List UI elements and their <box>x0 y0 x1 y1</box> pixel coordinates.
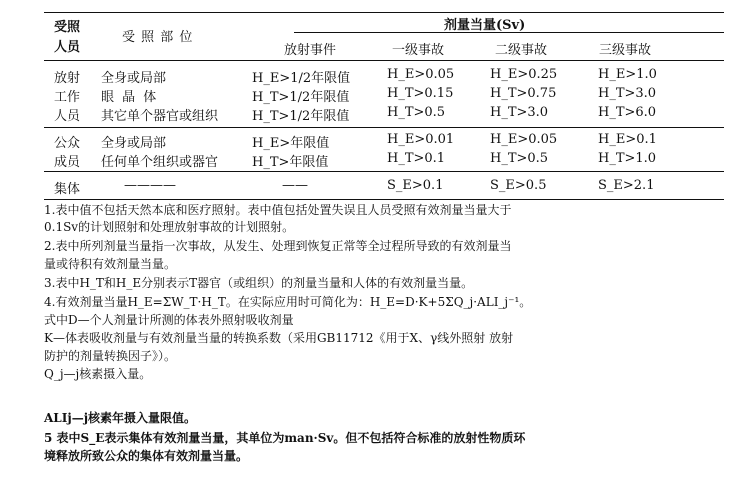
group-label-collective: 集体 <box>54 182 81 197</box>
note-line: 2.表中所列剂量当量指一次事故，从发生、处理到恢复正常等全过程所导致的有效剂量当 <box>44 239 512 253</box>
cell-value: H_E>年限值 <box>252 136 330 151</box>
group-label-workers-2: 工作 <box>54 90 81 105</box>
cell-value: H_E>0.01 <box>387 132 455 147</box>
note-line: 境释放所致公众的集体有效剂量当量。 <box>44 449 249 463</box>
cell-value: H_T>6.0 <box>598 105 657 120</box>
row-part: ———— <box>124 178 176 193</box>
cell-value: S_E>0.1 <box>387 178 444 193</box>
note-line: 式中D—个人剂量计所测的体表外照射吸收剂量 <box>44 313 294 327</box>
cell-value: S_E>0.5 <box>490 178 547 193</box>
row-part: 眼 晶 体 <box>101 90 159 105</box>
header-col-radiation-event: 放射事件 <box>284 43 337 58</box>
cell-value: H_T>1.0 <box>598 151 657 166</box>
cell-value: H_T>0.75 <box>490 86 557 101</box>
note-line: 1.表中值不包括天然本底和医疗照射。表中值包括处置失误且人员受照有效剂量当量大于 <box>44 203 512 217</box>
cell-value: H_T>3.0 <box>598 86 657 101</box>
group-label-public-2: 成员 <box>54 155 81 170</box>
table-top-rule <box>44 12 724 13</box>
row-part: 其它单个器官或组织 <box>101 109 219 124</box>
header-bottom-rule <box>44 60 724 61</box>
row-part: 任何单个组织或器官 <box>101 155 219 170</box>
cell-value: H_E>1/2年限值 <box>252 71 351 86</box>
cell-value: H_E>0.25 <box>490 67 558 82</box>
cell-value: S_E>2.1 <box>598 178 655 193</box>
cell-value: H_E>1.0 <box>598 67 657 82</box>
cell-value: —— <box>282 178 308 193</box>
header-part: 受 照 部 位 <box>122 30 194 45</box>
note-line: K—体表吸收剂量与有效剂量当量的转换系数（采用GB11712《用于X、γ线外照射 放射 <box>44 331 514 345</box>
cell-value: H_T>3.0 <box>490 105 549 120</box>
header-dose-title: 剂量当量(Sv) <box>444 18 526 33</box>
note-line: 量或待积有效剂量当量。 <box>44 257 177 271</box>
note-line: 5 表中S_E表示集体有效剂量当量，其单位为man·Sv。但不包括符合标准的放射性物质环 <box>44 431 526 445</box>
note-line: 4.有效剂量当量H_E=ΣW_T·H_T。在实际应用时可简化为：H_E=D·K+5ΣQ_j·ALI_j⁻¹。 <box>44 295 532 309</box>
header-group-line2: 人员 <box>54 40 81 55</box>
group-label-public-1: 公众 <box>54 136 81 151</box>
cell-value: H_T>0.15 <box>387 86 454 101</box>
row-part: 全身或局部 <box>101 136 167 151</box>
note-line: ALIj—j核素年摄入量限值。 <box>44 411 197 425</box>
cell-value: H_T>0.1 <box>387 151 446 166</box>
note-line: 0.1Sv的计划照射和处理放射事故的计划照射。 <box>44 220 295 234</box>
header-col-level1: 一级事故 <box>392 43 445 58</box>
cell-value: H_T>年限值 <box>252 155 329 170</box>
header-group-line1: 受照 <box>54 20 81 35</box>
cell-value: H_T>1/2年限值 <box>252 90 350 105</box>
group-label-workers-3: 人员 <box>54 109 81 124</box>
note-line: 防护的剂量转换因子》）。 <box>44 349 177 363</box>
cell-value: H_E>0.1 <box>598 132 657 147</box>
header-col-level2: 二级事故 <box>495 43 548 58</box>
group-divider-1 <box>44 127 724 128</box>
cell-value: H_T>1/2年限值 <box>252 109 350 124</box>
header-col-level3: 三级事故 <box>599 43 652 58</box>
cell-value: H_E>0.05 <box>387 67 455 82</box>
cell-value: H_T>0.5 <box>490 151 549 166</box>
note-line: 3.表中H_T和H_E分别表示T器官（或组织）的剂量当量和人体的有效剂量当量。 <box>44 276 474 290</box>
cell-value: H_E>0.05 <box>490 132 558 147</box>
note-line: Q_j—j核素摄入量。 <box>44 367 152 381</box>
row-part: 全身或局部 <box>101 71 167 86</box>
group-divider-2 <box>44 171 724 172</box>
group-label-workers-1: 放射 <box>54 71 81 86</box>
cell-value: H_T>0.5 <box>387 105 446 120</box>
table-bottom-rule <box>44 199 724 200</box>
